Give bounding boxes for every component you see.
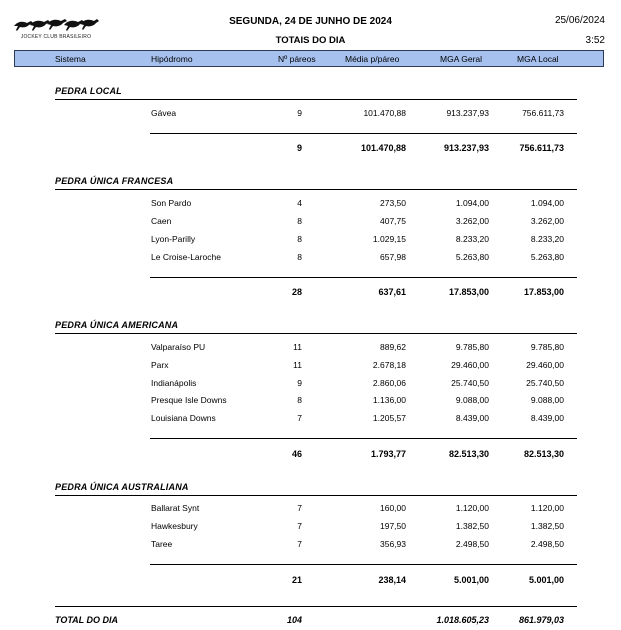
subtotal-divider <box>150 438 577 439</box>
subtotal-mga-geral: 5.001,00 <box>453 575 489 585</box>
pareos-cell: 7 <box>297 503 302 513</box>
media-cell: 657,98 <box>380 252 406 262</box>
subtotal-row <box>0 449 621 463</box>
hipodromo-cell: Hawkesbury <box>151 521 198 531</box>
mga-geral-cell: 913.237,93 <box>446 108 489 118</box>
mga-geral-cell: 29.460,00 <box>451 360 489 370</box>
mga-geral-cell: 3.262,00 <box>455 216 489 226</box>
section-title: PEDRA LOCAL <box>55 86 122 96</box>
print-time: 3:52 <box>585 35 605 46</box>
hipodromo-cell: Presque Isle Downs <box>151 395 227 405</box>
mga-geral-cell: 1.094,00 <box>455 198 489 208</box>
pareos-cell: 8 <box>297 234 302 244</box>
hipodromo-cell: Lyon-Parilly <box>151 234 196 244</box>
table-row <box>0 216 621 230</box>
mga-local-cell: 8.439,00 <box>530 413 564 423</box>
mga-geral-cell: 8.233,20 <box>455 234 489 244</box>
mga-local-cell: 9.088,00 <box>530 395 564 405</box>
grand-total-row <box>0 615 621 629</box>
hipodromo-cell: Taree <box>151 539 173 549</box>
subtotal-pareos: 21 <box>291 575 302 585</box>
hipodromo-cell: Valparaíso PU <box>151 342 206 352</box>
subtotal-mga-local: 17.853,00 <box>523 287 564 297</box>
section-divider <box>55 99 577 100</box>
table-row <box>0 413 621 427</box>
mga-local-cell: 8.233,20 <box>530 234 564 244</box>
section-divider <box>55 333 577 334</box>
subtotal-divider <box>150 564 577 565</box>
pareos-cell: 8 <box>297 252 302 262</box>
media-cell: 1.205,57 <box>372 413 406 423</box>
subtotal-pareos: 28 <box>291 287 302 297</box>
pareos-cell: 7 <box>297 413 302 423</box>
table-row <box>0 395 621 409</box>
mga-geral-cell: 1.382,50 <box>455 521 489 531</box>
mga-local-cell: 1.120,00 <box>530 503 564 513</box>
subtotal-mga-local: 82.513,30 <box>523 449 564 459</box>
mga-geral-cell: 9.785,80 <box>455 342 489 352</box>
hipodromo-cell: Caen <box>151 216 172 226</box>
media-cell: 2.860,06 <box>372 378 406 388</box>
col-mga-geral: MGA Geral <box>440 54 483 64</box>
table-row <box>0 503 621 517</box>
hipodromo-cell: Louisiana Downs <box>151 413 216 423</box>
table-row <box>0 108 621 122</box>
subtotal-media: 1.793,77 <box>370 449 406 459</box>
subtotal-media: 238,14 <box>378 575 406 585</box>
pareos-cell: 9 <box>297 378 302 388</box>
subtotal-row <box>0 575 621 589</box>
hipodromo-cell: Indianápolis <box>151 378 197 388</box>
pareos-cell: 11 <box>293 342 302 352</box>
subtotal-pareos: 9 <box>296 143 302 153</box>
table-row <box>0 342 621 356</box>
mga-local-cell: 25.740,50 <box>526 378 564 388</box>
subtotal-mga-geral: 17.853,00 <box>448 287 489 297</box>
media-cell: 101.470,88 <box>363 108 406 118</box>
table-row <box>0 521 621 535</box>
mga-local-cell: 29.460,00 <box>526 360 564 370</box>
pareos-cell: 7 <box>297 521 302 531</box>
pareos-cell: 8 <box>297 395 302 405</box>
subtotal-media: 637,61 <box>378 287 406 297</box>
col-num-pareos: Nº páreos <box>278 54 316 64</box>
grand-total-mga-geral: 1.018.605,23 <box>436 615 489 625</box>
subtotal-row <box>0 287 621 301</box>
table-row <box>0 360 621 374</box>
subtotal-divider <box>150 133 577 134</box>
mga-local-cell: 5.263,80 <box>530 252 564 262</box>
subtotal-divider <box>150 277 577 278</box>
hipodromo-cell: Le Croise-Laroche <box>151 252 221 262</box>
report-title: TOTAIS DO DIA <box>275 35 346 46</box>
subtotal-mga-local: 756.611,73 <box>519 143 564 153</box>
mga-geral-cell: 25.740,50 <box>451 378 489 388</box>
section-title: PEDRA ÚNICA AMERICANA <box>55 320 179 330</box>
mga-local-cell: 1.094,00 <box>530 198 564 208</box>
pareos-cell: 11 <box>293 360 302 370</box>
media-cell: 1.029,15 <box>372 234 406 244</box>
pareos-cell: 8 <box>297 216 302 226</box>
pareos-cell: 4 <box>297 198 302 208</box>
pareos-cell: 9 <box>297 108 302 118</box>
subtotal-media: 101.470,88 <box>360 143 406 153</box>
table-row <box>0 198 621 212</box>
table-row <box>0 234 621 248</box>
media-cell: 160,00 <box>380 503 406 513</box>
media-cell: 889,62 <box>380 342 406 352</box>
hipodromo-cell: Parx <box>151 360 169 370</box>
mga-local-cell: 3.262,00 <box>530 216 564 226</box>
table-row <box>0 378 621 392</box>
pareos-cell: 7 <box>297 539 302 549</box>
mga-geral-cell: 8.439,00 <box>455 413 489 423</box>
media-cell: 407,75 <box>380 216 406 226</box>
section-title: PEDRA ÚNICA AUSTRALIANA <box>55 482 189 492</box>
subtotal-mga-geral: 913.237,93 <box>443 143 489 153</box>
mga-geral-cell: 9.088,00 <box>455 395 489 405</box>
subtotal-mga-geral: 82.513,30 <box>448 449 489 459</box>
subtotal-pareos: 46 <box>291 449 302 459</box>
mga-local-cell: 2.498,50 <box>530 539 564 549</box>
media-cell: 273,50 <box>380 198 406 208</box>
media-cell: 2.678,18 <box>372 360 406 370</box>
subtotal-mga-local: 5.001,00 <box>528 575 564 585</box>
mga-local-cell: 9.785,80 <box>530 342 564 352</box>
section-divider <box>55 495 577 496</box>
media-cell: 356,93 <box>380 539 406 549</box>
section-divider <box>55 189 577 190</box>
col-media: Média p/páreo <box>345 54 400 64</box>
col-mga-local: MGA Local <box>517 54 559 64</box>
grand-total-pareos: 104 <box>286 615 302 625</box>
logo-caption: JOCKEY CLUB BRASILEIRO <box>20 34 92 40</box>
column-header-bar <box>14 50 604 67</box>
mga-geral-cell: 1.120,00 <box>455 503 489 513</box>
print-date: 25/06/2024 <box>554 15 605 26</box>
hipodromo-cell: Ballarat Synt <box>151 503 200 513</box>
mga-geral-cell: 2.498,50 <box>455 539 489 549</box>
col-hipodromo: Hipódromo <box>151 54 193 64</box>
mga-geral-cell: 5.263,80 <box>455 252 489 262</box>
section-title: PEDRA ÚNICA FRANCESA <box>55 176 174 186</box>
report-date-title: SEGUNDA, 24 DE JUNHO DE 2024 <box>229 16 392 27</box>
hipodromo-cell: Son Pardo <box>151 198 192 208</box>
mga-local-cell: 756.611,73 <box>522 108 564 118</box>
mga-local-cell: 1.382,50 <box>530 521 564 531</box>
table-row <box>0 539 621 553</box>
grand-total-divider <box>55 606 577 607</box>
media-cell: 197,50 <box>380 521 406 531</box>
grand-total-mga-local: 861.979,03 <box>518 615 564 625</box>
media-cell: 1.136,00 <box>372 395 406 405</box>
subtotal-row <box>0 143 621 157</box>
grand-total-label: TOTAL DO DIA <box>55 615 118 625</box>
table-row <box>0 252 621 266</box>
col-sistema: Sistema <box>55 54 86 64</box>
hipodromo-cell: Gávea <box>151 108 177 118</box>
